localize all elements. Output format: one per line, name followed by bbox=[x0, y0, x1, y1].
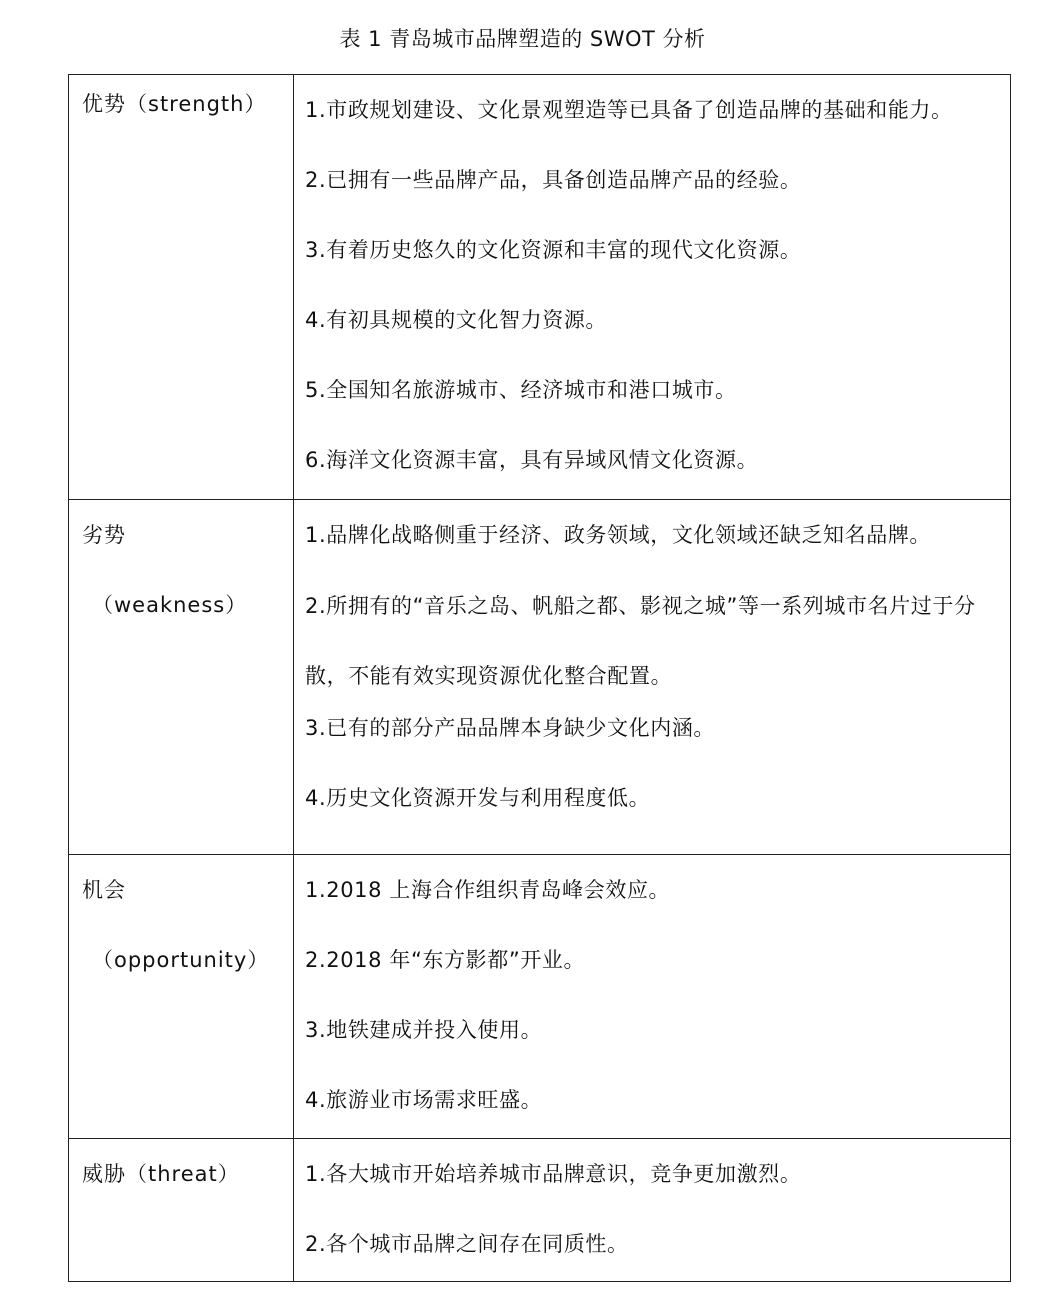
category-label-cn: 优势 bbox=[82, 92, 126, 116]
list-item: 3.有着历史悠久的文化资源和丰富的现代文化资源。 bbox=[305, 238, 802, 262]
swot-table bbox=[68, 74, 1011, 1282]
table-row-strength bbox=[69, 75, 1011, 500]
list-item: 4.历史文化资源开发与利用程度低。 bbox=[305, 786, 651, 810]
category-cell bbox=[69, 1139, 294, 1282]
list-item: 3.地铁建成并投入使用。 bbox=[305, 1018, 543, 1042]
items-cell bbox=[294, 500, 1011, 855]
table-row-weakness bbox=[69, 500, 1011, 855]
table-caption: 表 1 青岛城市品牌塑造的 SWOT 分析 bbox=[339, 27, 706, 51]
category-label-cn: 劣势 bbox=[82, 523, 126, 547]
list-item: 1.市政规划建设、文化景观塑造等已具备了创造品牌的基础和能力。 bbox=[305, 98, 953, 122]
category-cell bbox=[69, 500, 294, 855]
category-label-cn: 威胁 bbox=[82, 1162, 126, 1186]
category-label-en: （threat） bbox=[126, 1162, 240, 1186]
list-item: 2.各个城市品牌之间存在同质性。 bbox=[305, 1232, 629, 1256]
list-item: 1.2018 上海合作组织青岛峰会效应。 bbox=[305, 878, 671, 902]
list-item: 4.有初具规模的文化智力资源。 bbox=[305, 308, 608, 332]
list-item: 6.海洋文化资源丰富，具有异域风情文化资源。 bbox=[305, 448, 759, 472]
table-row-opportunity bbox=[69, 855, 1011, 1139]
category-label-cn: 机会 bbox=[82, 878, 126, 902]
category-label-en: （weakness） bbox=[92, 593, 248, 617]
list-item: 1.品牌化战略侧重于经济、政务领域，文化领域还缺乏知名品牌。 bbox=[305, 523, 932, 547]
category-label-en: （opportunity） bbox=[92, 948, 270, 972]
list-item: 5.全国知名旅游城市、经济城市和港口城市。 bbox=[305, 378, 737, 402]
list-item: 2.2018 年“东方影都”开业。 bbox=[305, 948, 586, 972]
table-row-threat bbox=[69, 1139, 1011, 1282]
list-item: 2.已拥有一些品牌产品，具备创造品牌产品的经验。 bbox=[305, 168, 802, 192]
list-item: 4.旅游业市场需求旺盛。 bbox=[305, 1088, 543, 1112]
items-cell bbox=[294, 855, 1011, 1139]
items-cell bbox=[294, 75, 1011, 500]
category-cell bbox=[69, 855, 294, 1139]
list-item: 2.所拥有的“音乐之岛、帆船之都、影视之城”等一系列城市名片过于分散，不能有效实现资源优化整合配置。 bbox=[305, 594, 976, 688]
category-cell bbox=[69, 75, 294, 500]
list-item: 1.各大城市开始培养城市品牌意识，竞争更加激烈。 bbox=[305, 1162, 802, 1186]
items-cell bbox=[294, 1139, 1011, 1282]
list-item: 3.已有的部分产品品牌本身缺少文化内涵。 bbox=[305, 716, 716, 740]
category-label-en: （strength） bbox=[126, 92, 267, 116]
